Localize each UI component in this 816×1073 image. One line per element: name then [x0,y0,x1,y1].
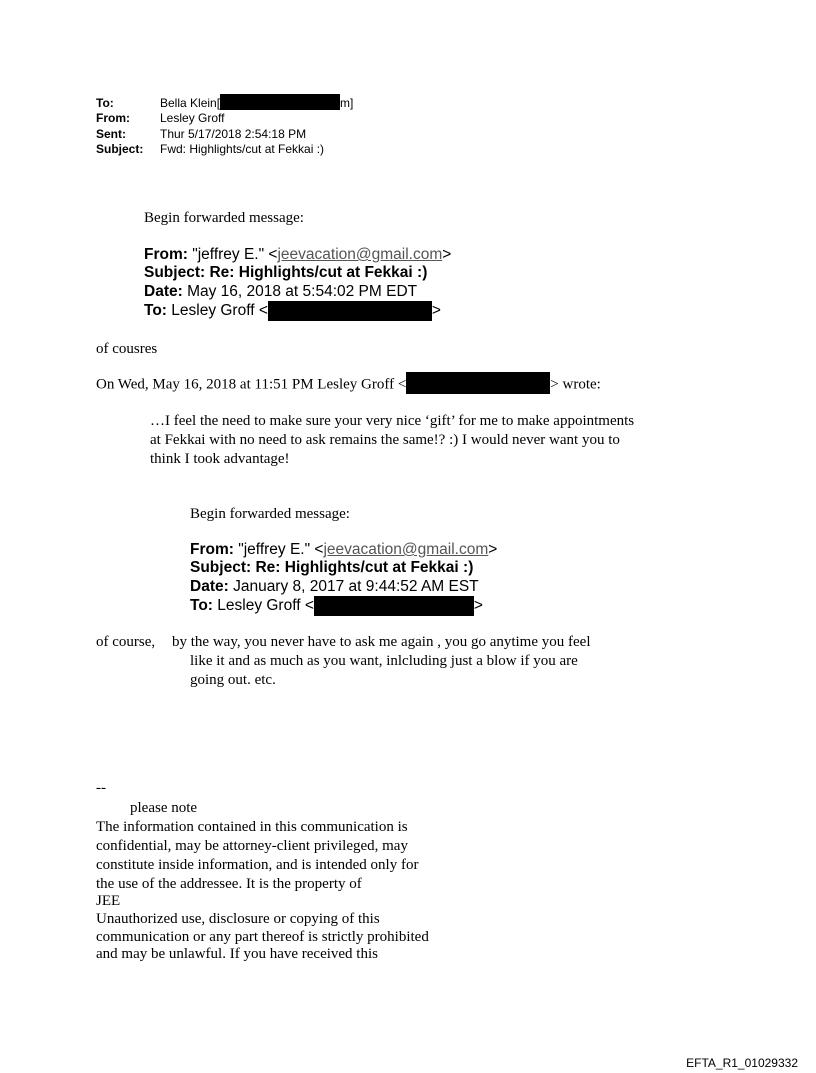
fwd2-date-line [190,578,479,596]
fwd1-to-close: > [431,302,441,320]
fwd1-from-line [144,246,451,264]
sent-label: Sent: [96,127,126,141]
fwd2-subject-line [190,559,473,577]
fwd1-to-value: Lesley Groff < [171,302,268,320]
subject-value: Fwd: Highlights/cut at Fekkai :) [160,142,325,156]
fwd1-subject-value: Re: Highlights/cut at Fekkai :) [209,264,428,281]
fwd1-subject-label: Subject: [144,264,206,281]
from-label: From: [96,111,130,125]
fwd1-from-label: From: [144,246,188,263]
fwd2-date-value: January 8, 2017 at 9:44:52 AM EST [233,578,479,595]
reply2-line-1b: by the way, you never have to ask me again , you go anytime you feel [172,634,591,650]
fwd1-subject-line [144,264,427,282]
fwd2-from-email[interactable]: jeevacation@gmail.com [323,541,489,558]
wrote-line-prefix: On Wed, May 16, 2018 at 11:51 PM Lesley Groff < [96,376,407,393]
fwd1-to-line [144,301,441,321]
sent-value: Thur 5/17/2018 2:54:18 PM [160,127,307,141]
fwd2-from-close: > [488,541,498,558]
disclaimer-line: constitute inside information, and is intended only for [96,857,419,873]
wrote-line [96,376,601,394]
fwd1-from-email[interactable]: jeevacation@gmail.com [277,246,443,263]
fwd1-intro: Begin forwarded message: [144,210,304,226]
fwd1-to-label: To: [144,302,167,320]
signature-dashes: -- [96,780,106,796]
disclaimer-line: communication or any part thereof is strictly prohibited [96,929,429,945]
fwd2-to-value: Lesley Groff < [217,597,314,615]
fwd2-from-label: From: [190,541,234,558]
to-value-prefix: Bella Klein[ [160,96,221,110]
reply2-line-2: like it and as much as you want, inlcluding just a blow if you are [190,653,578,669]
fwd2-subject-label: Subject: [190,559,252,576]
reply-text-1: of cousres [96,341,158,357]
subject-label: Subject: [96,142,144,156]
to-value [160,96,353,110]
redaction-bar [268,301,432,321]
fwd2-intro: Begin forwarded message: [190,506,350,522]
fwd1-from-close: > [442,246,452,263]
disclaimer-line: Unauthorized use, disclosure or copying of this [96,911,380,927]
fwd2-from-name: "jeffrey E." < [238,541,324,558]
redaction-bar [220,94,340,110]
fwd1-date-value: May 16, 2018 at 5:54:02 PM EDT [187,283,418,300]
disclaimer-line: The information contained in this communication is [96,819,408,835]
reply2-line-1a: of course, [96,634,156,650]
fwd2-subject-value: Re: Highlights/cut at Fekkai :) [255,559,474,576]
fwd2-to-label: To: [190,597,213,615]
fwd2-from-line [190,541,497,559]
bates-number: EFTA_R1_01029332 [686,1056,798,1070]
fwd1-date-line [144,283,417,301]
fwd2-to-line [190,596,483,616]
to-value-suffix: m] [340,96,354,110]
wrote-line-suffix: > wrote: [550,376,601,393]
disclaimer-line: and may be unlawful. If you have received this [96,946,378,962]
quote-line-2: at Fekkai with no need to ask remains the same!? :) I would never want you to [150,432,620,448]
disclaimer-note: please note [130,800,198,816]
redaction-bar [406,372,550,394]
reply2-line-3: going out. etc. [190,672,276,688]
fwd1-date-label: Date: [144,283,183,300]
redaction-bar [314,596,474,616]
fwd1-from-name: "jeffrey E." < [192,246,278,263]
to-label: To: [96,96,114,110]
quote-line-3: think I took advantage! [150,451,290,467]
disclaimer-line: the use of the addressee. It is the property of [96,876,362,892]
disclaimer-line: JEE [96,893,121,909]
fwd2-to-close: > [473,597,483,615]
from-value: Lesley Groff [160,111,225,125]
fwd2-date-label: Date: [190,578,229,595]
disclaimer-line: confidential, may be attorney-client privileged, may [96,838,408,854]
quote-line-1: …I feel the need to make sure your very nice ‘gift’ for me to make appointments [150,413,635,429]
